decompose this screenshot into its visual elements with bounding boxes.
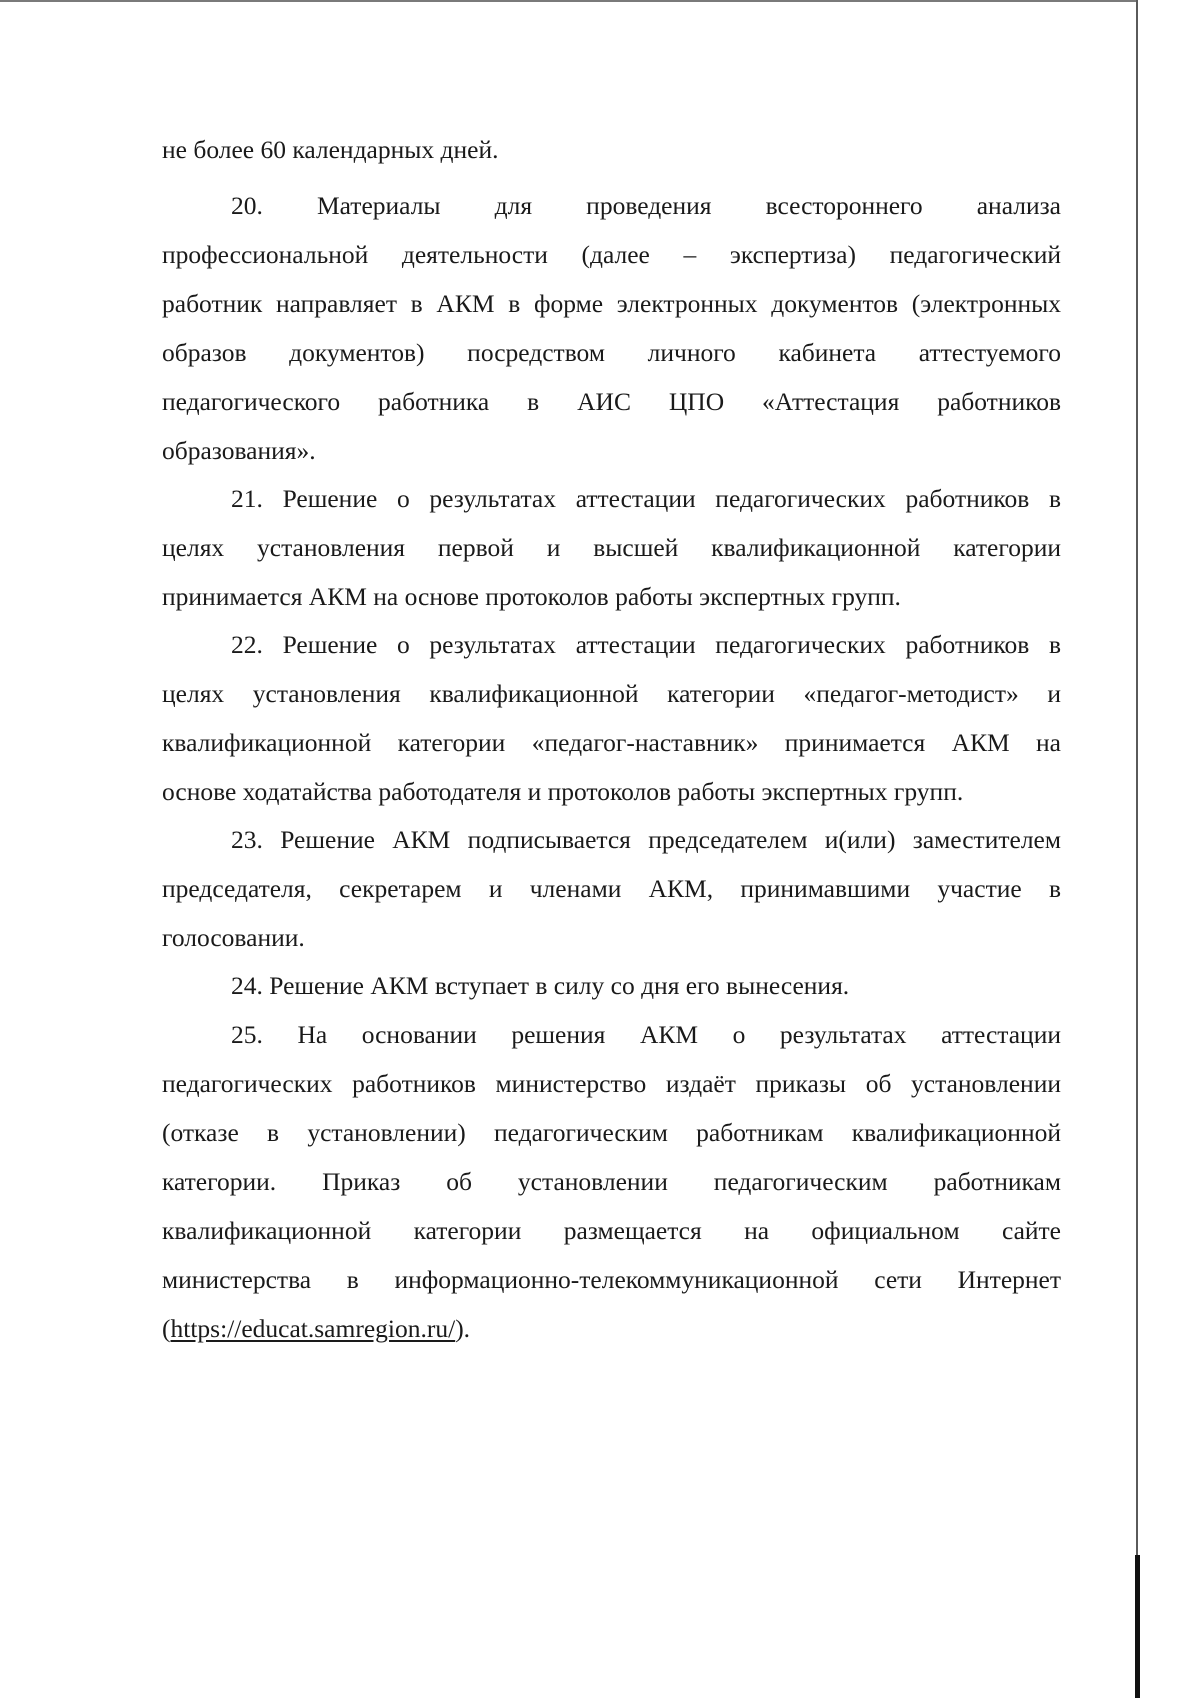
text-line: основе ходатайства работодателя и протоколов работы экспертных групп. <box>162 777 964 806</box>
page-right-edge-mark <box>1135 1555 1140 1698</box>
page-top-edge <box>0 0 1138 2</box>
text-line: образования». <box>162 436 316 465</box>
text-line: профессиональной деятельности (далее – экспертиза) педагогический <box>162 240 1061 269</box>
text-line: категории. Приказ об установлении педагогическим работникам <box>162 1167 1061 1196</box>
link-open-paren: ( <box>162 1314 171 1343</box>
paragraph-25-first-line: 25. На основании решения АКМ о результатах аттестации <box>231 1020 1061 1049</box>
text-line: педагогических работников министерство издаёт приказы об установлении <box>162 1069 1061 1098</box>
paragraph-22-first-line: 22. Решение о результатах аттестации педагогических работников в <box>231 630 1061 659</box>
paragraph-23-first-line: 23. Решение АКМ подписывается председателем и(или) заместителем <box>231 825 1061 854</box>
text-line: педагогического работника в АИС ЦПО «Аттестация работников <box>162 387 1061 416</box>
text-line: целях установления первой и высшей квалификационной категории <box>162 533 1061 562</box>
text-line: целях установления квалификационной категории «педагог-методист» и <box>162 679 1061 708</box>
text-line: министерства в информационно-телекоммуникационной сети Интернет <box>162 1265 1061 1294</box>
ministry-website-link[interactable]: https://educat.samregion.ru/ <box>170 1314 456 1343</box>
text-line: квалификационной категории размещается на официальном сайте <box>162 1216 1061 1245</box>
paragraph-24-line: 24. Решение АКМ вступает в силу со дня его вынесения. <box>231 971 850 1000</box>
text-line: квалификационной категории «педагог-наставник» принимается АКМ на <box>162 728 1061 757</box>
link-close-paren: ). <box>455 1314 471 1343</box>
text-line: председателя, секретарем и членами АКМ, принимавшими участие в <box>162 874 1061 903</box>
paragraph-20-first-line: 20. Материалы для проведения всестороннего анализа <box>231 191 1061 220</box>
text-line: работник направляет в АКМ в форме электронных документов (электронных <box>162 289 1061 318</box>
text-line: образов документов) посредством личного кабинета аттестуемого <box>162 338 1061 367</box>
page-right-edge <box>1136 0 1138 1698</box>
text-line: не более 60 календарных дней. <box>162 135 499 164</box>
text-line: (отказе в установлении) педагогическим работникам квалификационной <box>162 1118 1061 1147</box>
text-line-with-link <box>162 1314 1061 1344</box>
text-line: принимается АКМ на основе протоколов работы экспертных групп. <box>162 582 901 611</box>
paragraph-21-first-line: 21. Решение о результатах аттестации педагогических работников в <box>231 484 1061 513</box>
text-line: голосовании. <box>162 923 305 952</box>
